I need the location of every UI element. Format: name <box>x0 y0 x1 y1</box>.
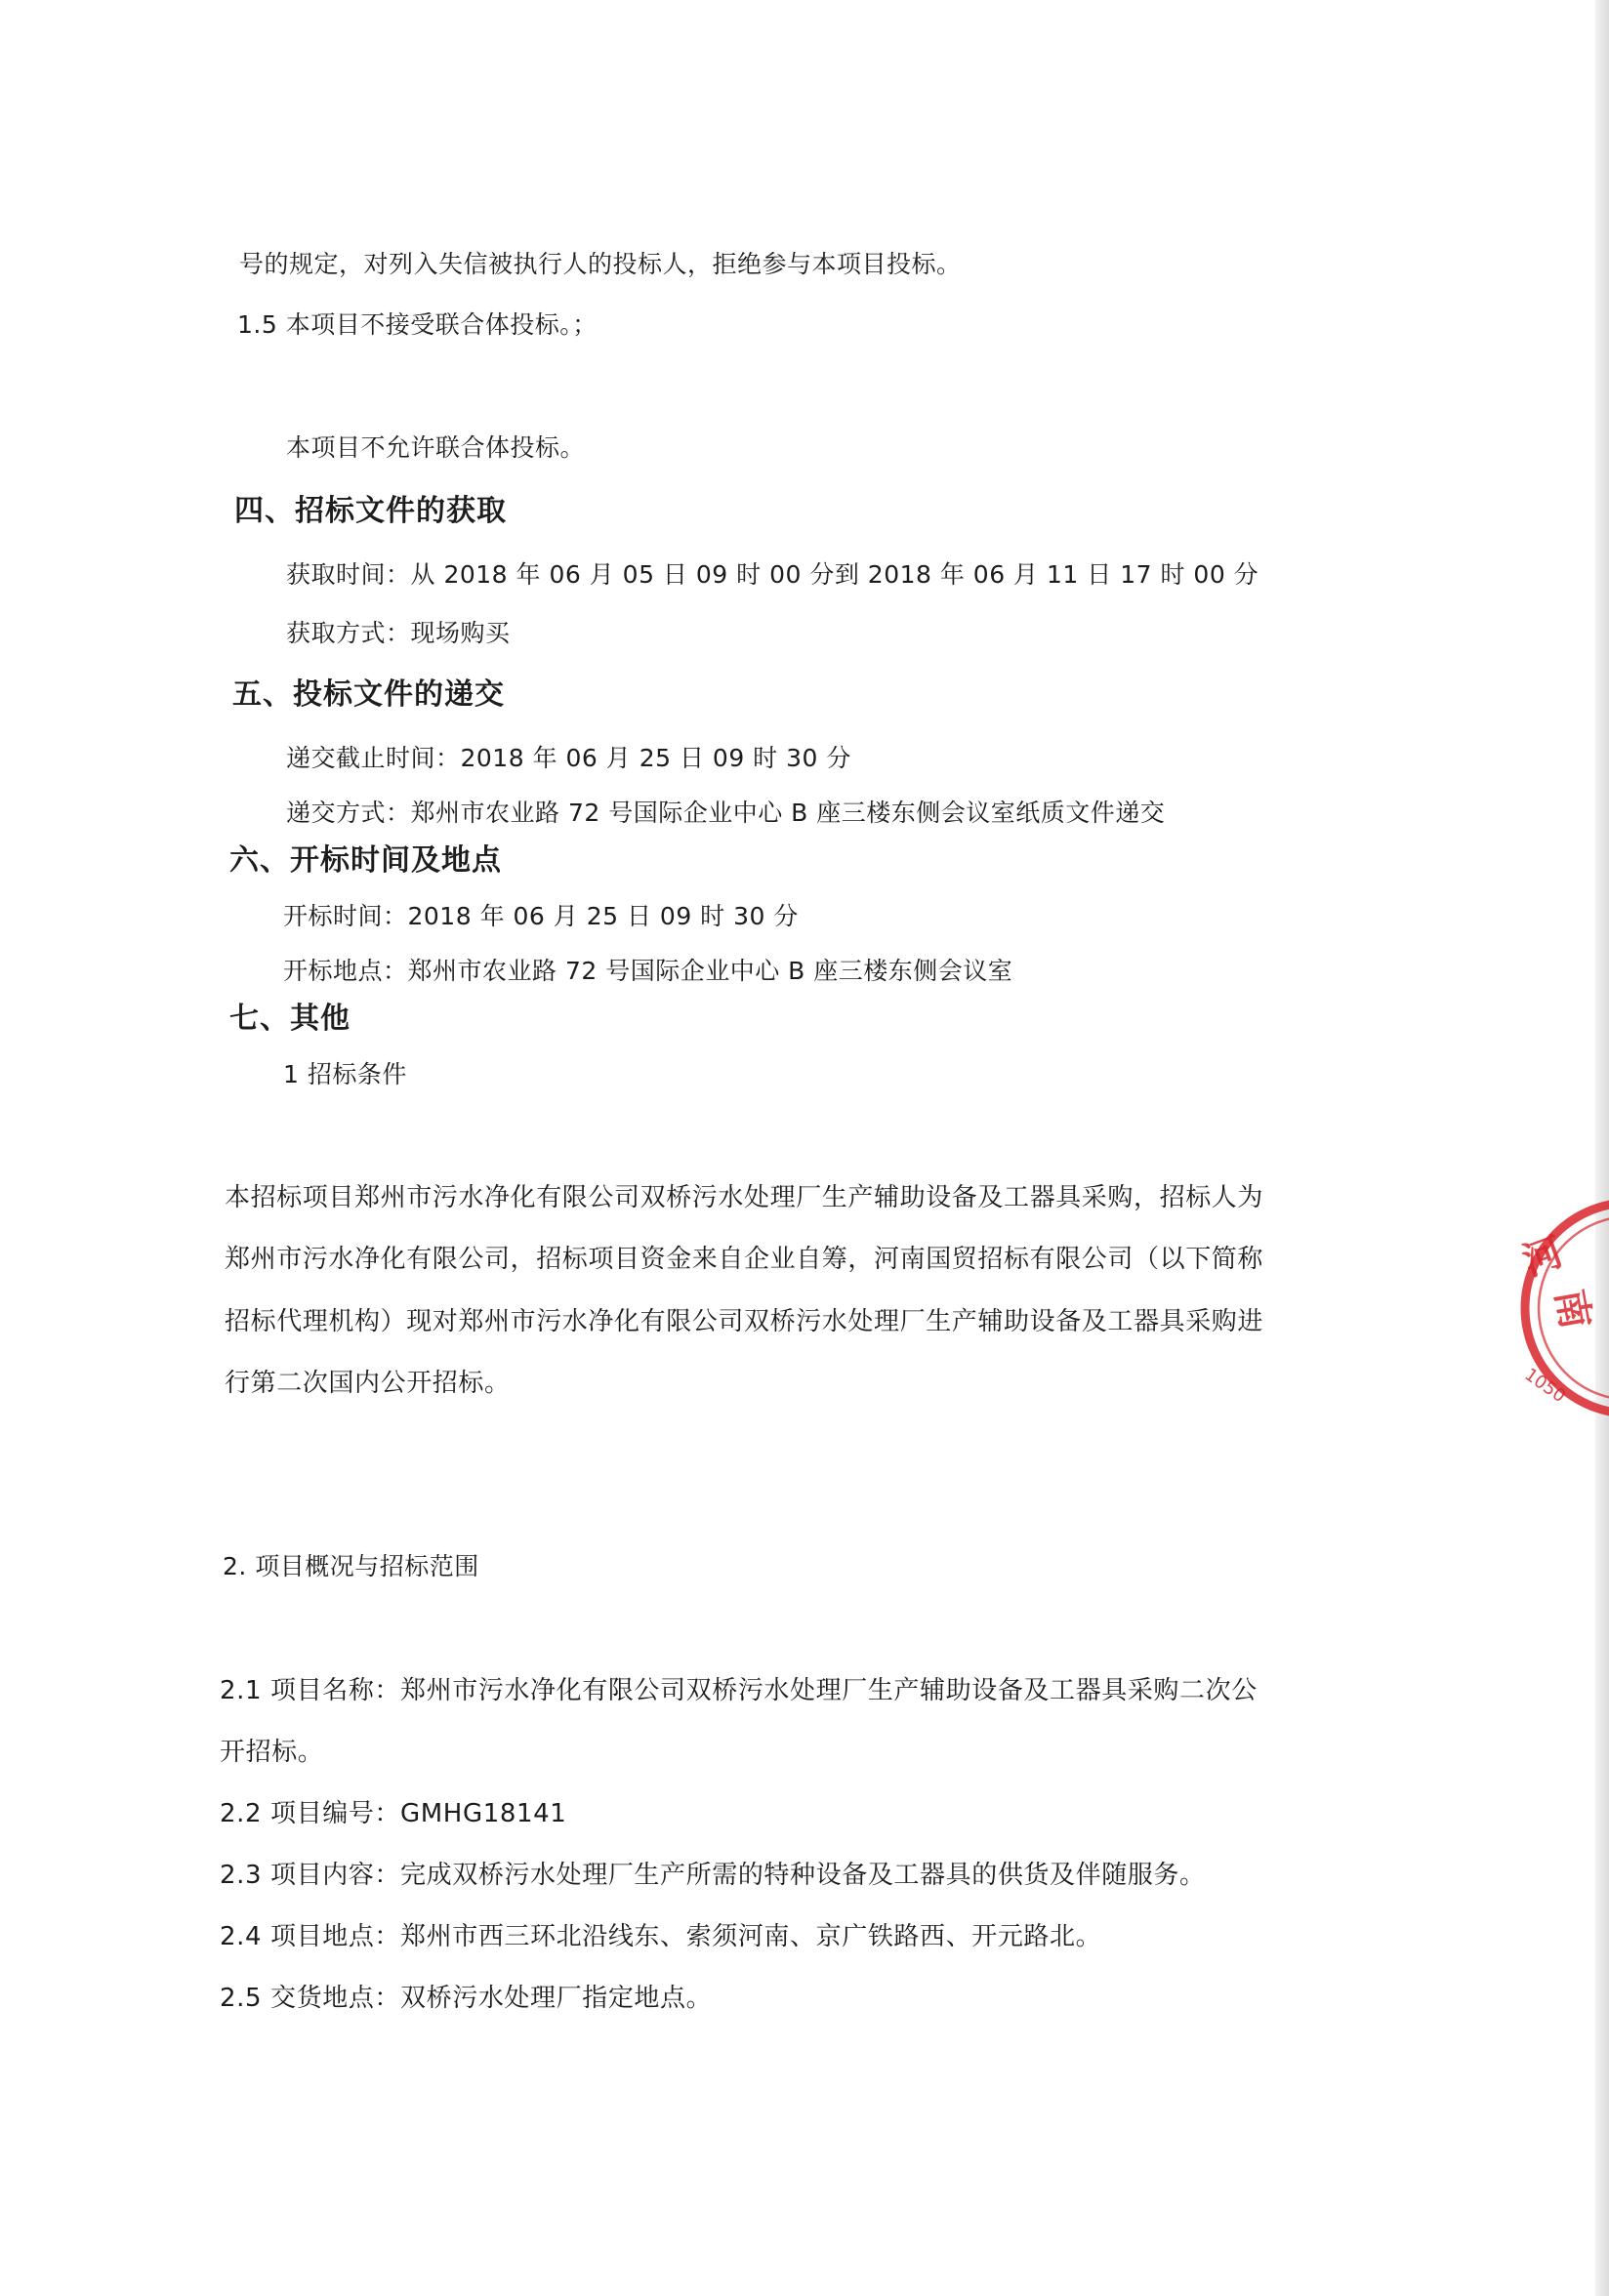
svg-text:南: 南 <box>1547 1286 1598 1332</box>
svg-text:河: 河 <box>1516 1229 1570 1286</box>
text-line: 递交方式：郑州市农业路 72 号国际企业中心 B 座三楼东侧会议室纸质文件递交 <box>286 799 1166 827</box>
text-line: 1.5 本项目不接受联合体投标。； <box>237 310 598 339</box>
text-line: 2.3 项目内容：完成双桥污水处理厂生产所需的特种设备及工器具的供货及伴随服务。 <box>220 1861 1206 1890</box>
section-heading: 五、投标文件的递交 <box>232 677 505 712</box>
text-line: 号的规定，对列入失信被执行人的投标人，拒绝参与本项目投标。 <box>239 250 962 278</box>
text-line: 开标地点：郑州市农业路 72 号国际企业中心 B 座三楼东侧会议室 <box>283 957 1013 985</box>
text-line: 2.4 项目地点：郑州市西三环北沿线东、索须河南、京广铁路西、开元路北。 <box>220 1922 1102 1951</box>
text-line: 递交截止时间：2018 年 06 月 25 日 09 时 30 分 <box>286 744 851 772</box>
text-line: 2.5 交货地点：双桥污水处理厂指定地点。 <box>220 1984 713 2013</box>
text-line: 1 招标条件 <box>283 1060 407 1088</box>
page-edge <box>1595 0 1609 2296</box>
section-heading: 七、其他 <box>229 1002 351 1036</box>
text-line: 获取方式：现场购买 <box>286 619 511 647</box>
section-heading: 六、开标时间及地点 <box>229 843 502 878</box>
text-line: 招标代理机构）现对郑州市污水净化有限公司双桥污水处理厂生产辅助设备及工器具采购进 <box>225 1307 1264 1336</box>
text-line: 开招标。 <box>220 1738 324 1767</box>
svg-text:1050: 1050 <box>1520 1364 1570 1408</box>
text-line: 郑州市污水净化有限公司，招标项目资金来自企业自筹，河南国贸招标有限公司（以下简称 <box>225 1245 1264 1274</box>
text-line: 行第二次国内公开招标。 <box>225 1369 511 1398</box>
section-heading: 四、招标文件的获取 <box>234 494 507 528</box>
text-line: 本招标项目郑州市污水净化有限公司双桥污水处理厂生产辅助设备及工器具采购，招标人为 <box>225 1183 1264 1212</box>
text-line: 开标时间：2018 年 06 月 25 日 09 时 30 分 <box>283 902 799 930</box>
text-line: 获取时间：从 2018 年 06 月 05 日 09 时 00 分到 2018 年 06 月 11 日 17 时 00 分 <box>286 560 1259 589</box>
text-line: 2.1 项目名称：郑州市污水净化有限公司双桥污水处理厂生产辅助设备及工器具采购二次公 <box>220 1676 1258 1705</box>
text-line: 本项目不允许联合体投标。 <box>286 433 586 462</box>
text-line: 2. 项目概况与招标范围 <box>223 1552 479 1580</box>
text-line: 2.2 项目编号：GMHG18141 <box>220 1799 567 1828</box>
company-seal-icon <box>1508 1152 1609 1464</box>
